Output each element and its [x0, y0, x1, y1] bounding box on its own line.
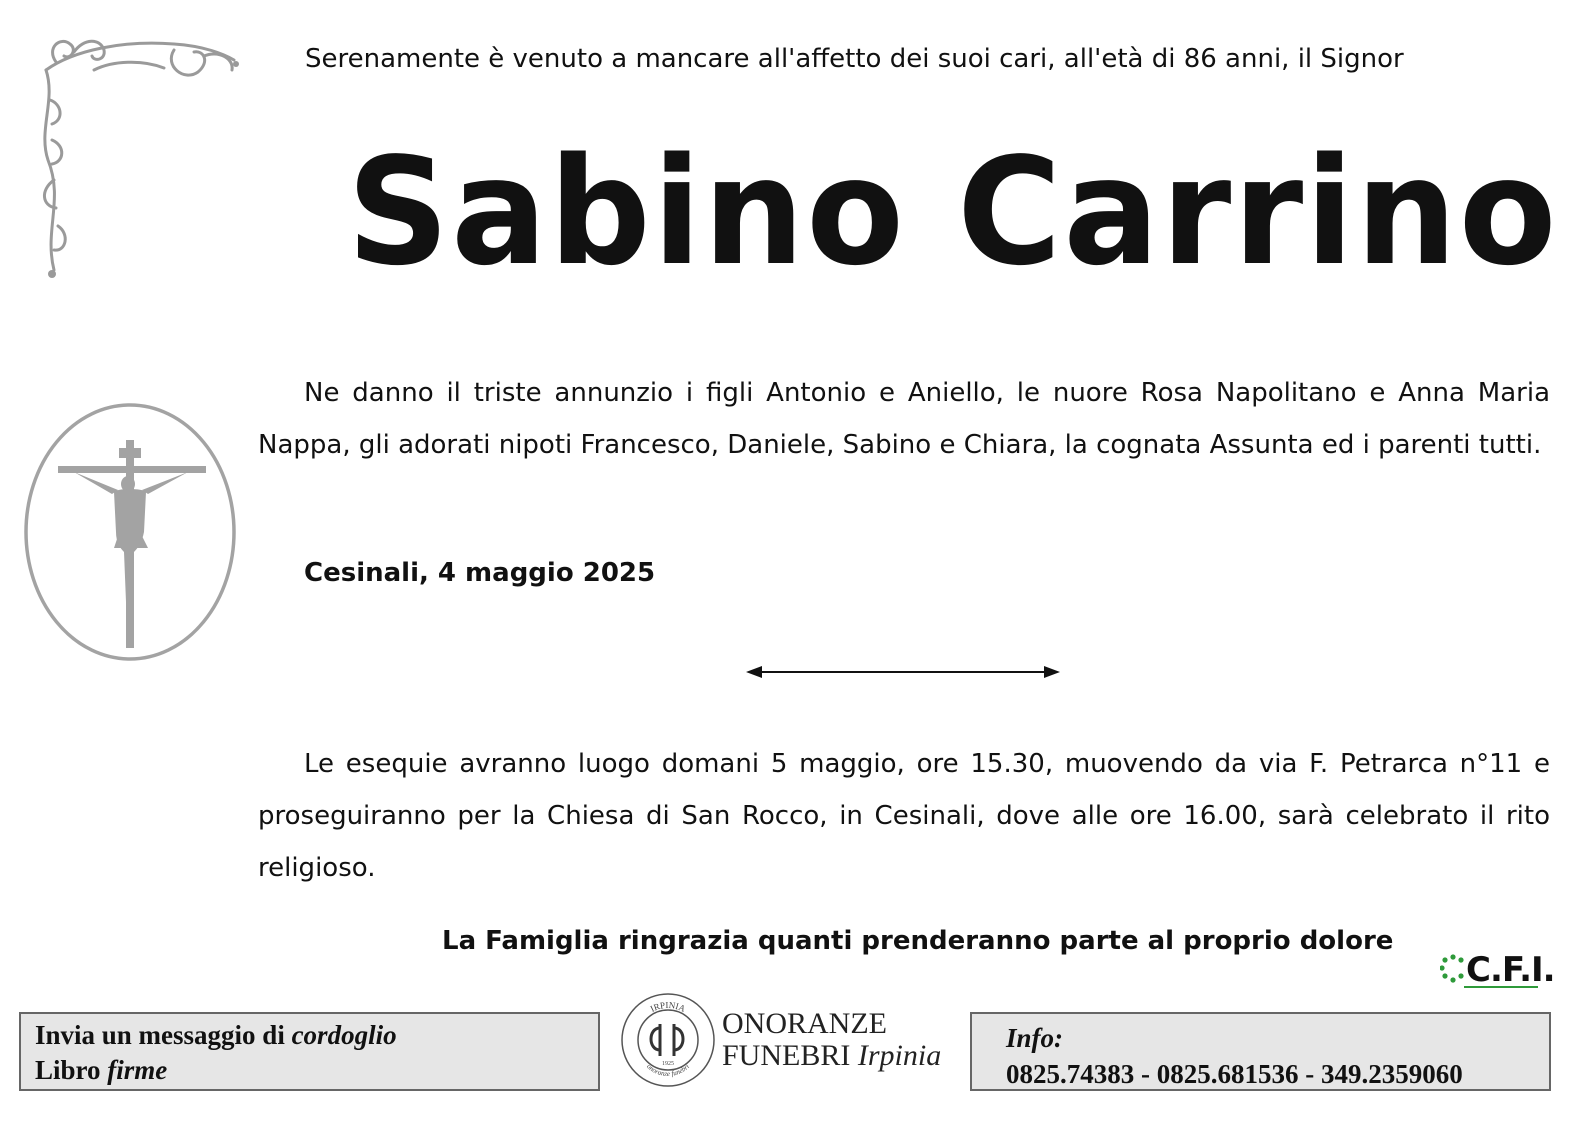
- brand-line2-italic: Irpinia: [857, 1039, 942, 1072]
- brand-line2-prefix: FUNEBRI: [722, 1039, 858, 1072]
- brand-line2: [722, 1040, 941, 1072]
- info-box: [970, 1012, 1551, 1091]
- cfi-logo-text: C.F.I.: [1466, 950, 1555, 990]
- condolence-box[interactable]: [19, 1012, 600, 1091]
- announcement-paragraph: Ne danno il triste annunzio i figli Antonio e Aniello, le nuore Rosa Napolitano e Anna Maria Nappa, gli adorati nipoti Francesco, Daniele, Sabino e Chiara, la cognata Assunta ed i parenti tutti.: [258, 378, 1550, 460]
- phone-numbers[interactable]: 0825.74383 - 0825.681536 - 349.2359060: [1006, 1059, 1463, 1089]
- cfi-logo-icon: [1440, 950, 1555, 1000]
- intro-text: Serenamente è venuto a mancare all'affetto dei suoi cari, all'età di 86 anni, il Signor: [305, 44, 1404, 74]
- guestbook-italic: firme: [107, 1055, 168, 1085]
- condolence-prefix: Invia un messaggio di: [35, 1020, 292, 1050]
- guestbook-prefix: Libro: [35, 1055, 108, 1085]
- guestbook-link[interactable]: [35, 1053, 584, 1088]
- condolence-message-link[interactable]: [35, 1018, 584, 1053]
- info-label: Info:: [1006, 1023, 1064, 1053]
- condolence-italic: cordoglio: [291, 1020, 397, 1050]
- double-arrow-icon: [744, 662, 1062, 682]
- svg-text:1925: 1925: [662, 1061, 674, 1067]
- svg-text:IRPINIA: IRPINIA: [648, 999, 688, 1014]
- crucifix-icon: [22, 402, 240, 664]
- svg-text:onoranze funebri: onoranze funebri: [645, 1062, 691, 1079]
- cfi-logo-underline: [1464, 986, 1538, 996]
- brand-name: [722, 1008, 941, 1072]
- place-date: Cesinali, 4 maggio 2025: [304, 558, 656, 588]
- thanks-text: La Famiglia ringrazia quanti prenderanno parte al proprio dolore: [442, 926, 1394, 956]
- brand-line1: ONORANZE: [722, 1007, 887, 1040]
- funeral-paragraph: Le esequie avranno luogo domani 5 maggio, ore 15.30, muovendo da via F. Petrarca n°11 e proseguiranno per la Chiesa di San Rocco, in Cesinali, dove alle ore 16.00, sarà celebrato il rito religioso.: [258, 749, 1550, 883]
- cfi-dots-icon: [1440, 954, 1466, 984]
- deceased-name: Sabino Carrino: [346, 126, 1559, 298]
- seal-logo-icon: [618, 990, 718, 1090]
